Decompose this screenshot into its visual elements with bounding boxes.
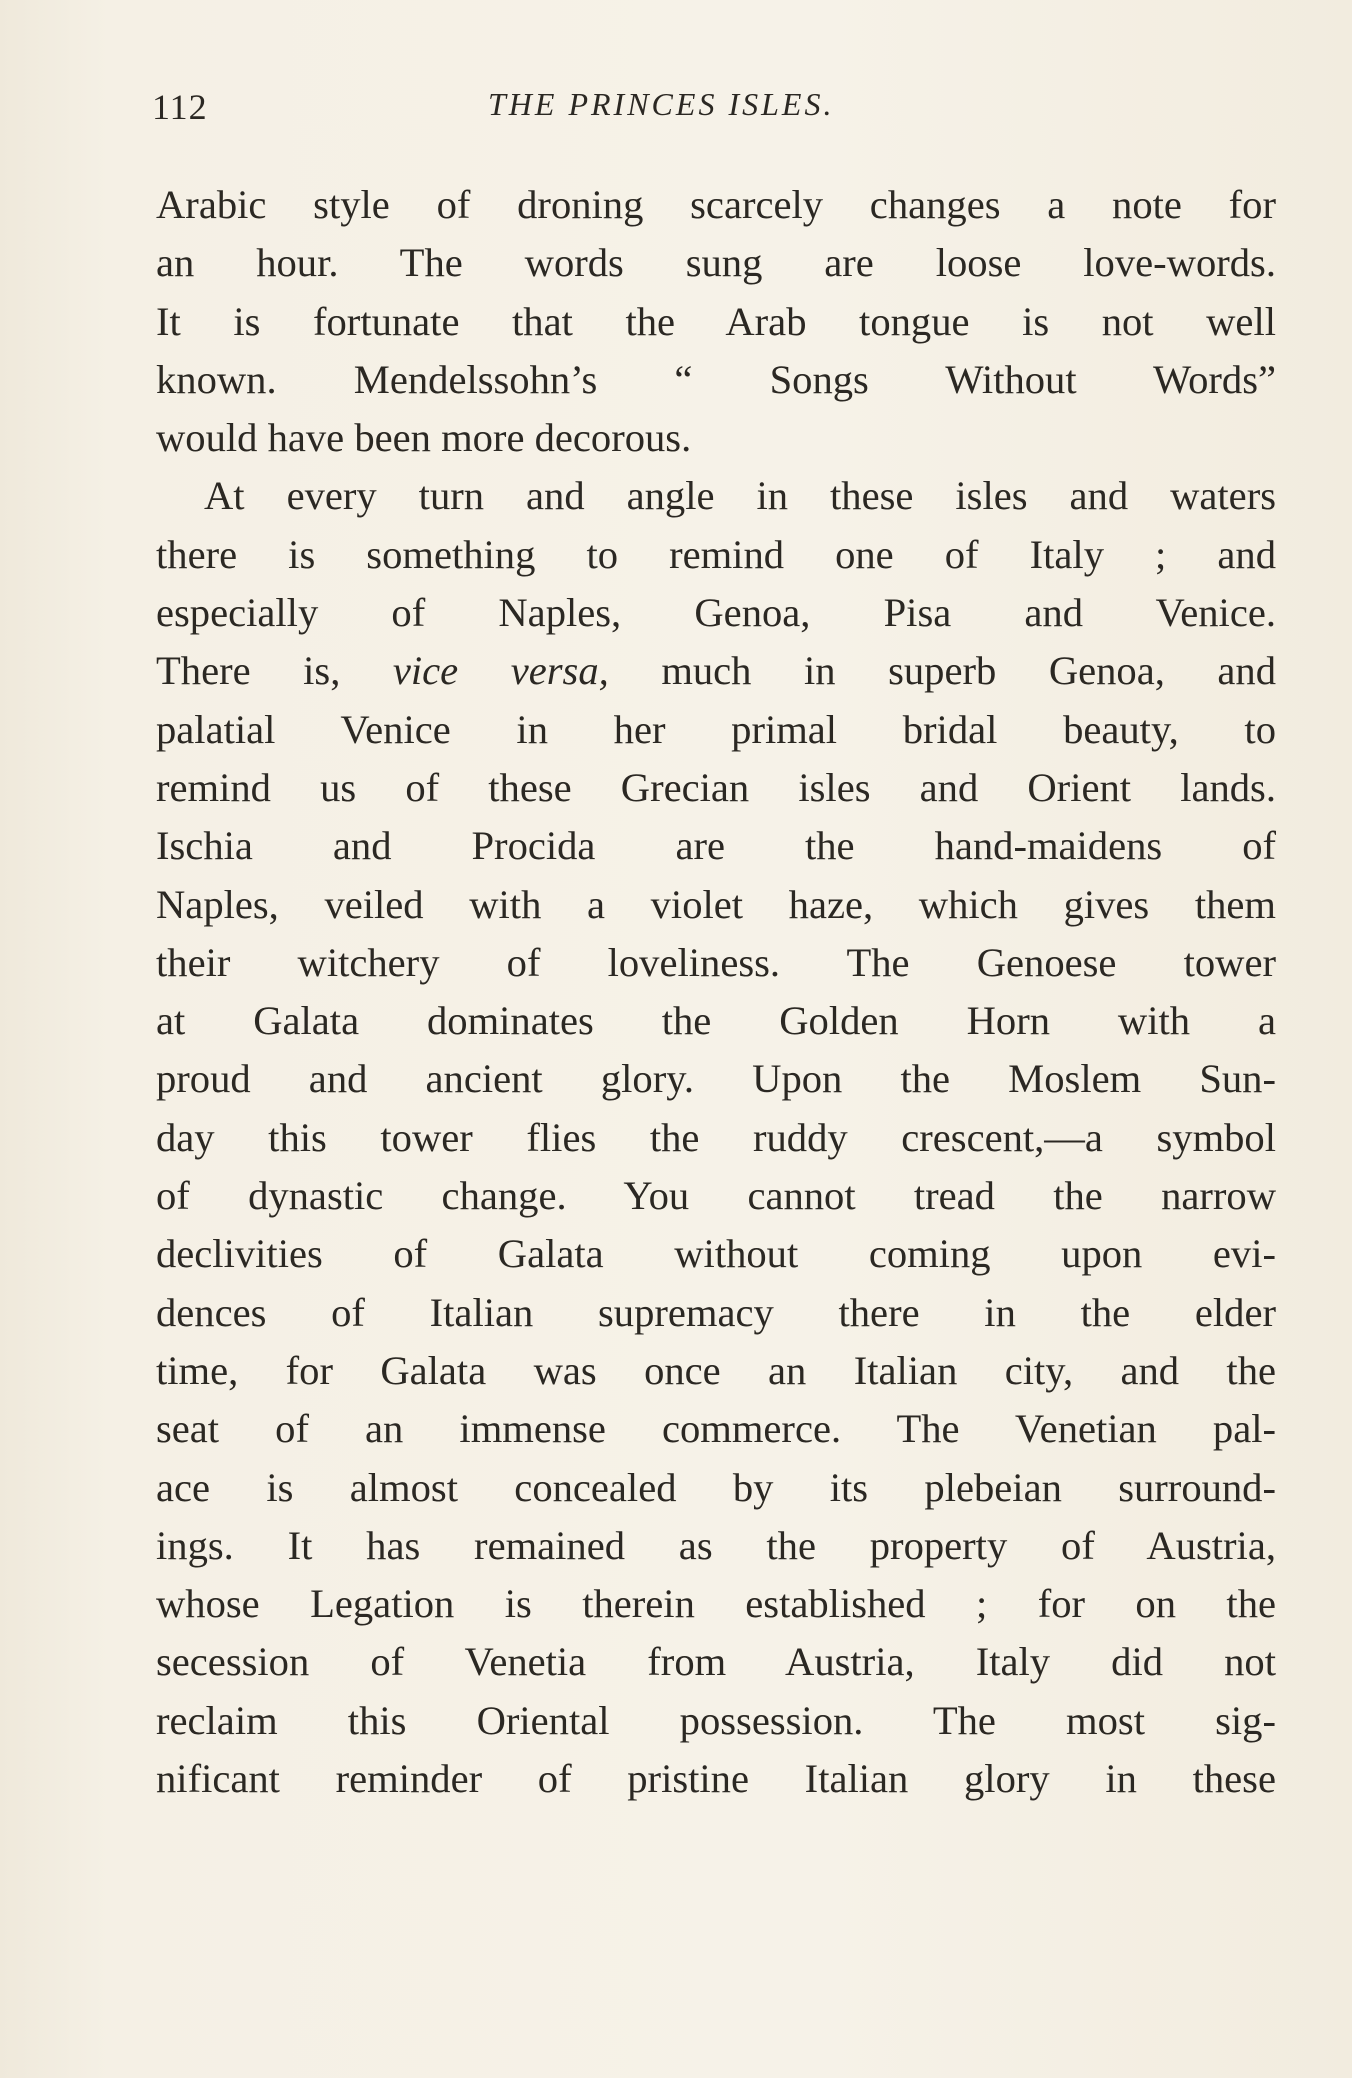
text-line: It is fortunate that the Arab tongue is not well xyxy=(156,298,1276,344)
text-line: dences of Italian supremacy there in the elder xyxy=(156,1289,1276,1335)
text-line: ings. It has remained as the property of Austria, xyxy=(156,1522,1276,1568)
text-line: At every turn and angle in these isles and waters xyxy=(204,473,1276,519)
body-text xyxy=(156,176,1276,1808)
text-line: ace is almost concealed by its plebeian surround- xyxy=(156,1464,1276,1510)
page-number: 112 xyxy=(152,87,208,127)
text-line: reclaim this Oriental possession. The most sig- xyxy=(156,1697,1276,1743)
text-line: whose Legation is therein established ; for on the xyxy=(156,1581,1276,1627)
text-line: especially of Naples, Genoa, Pisa and Venice. xyxy=(156,590,1276,636)
text-segment: much in superb Genoa, and xyxy=(608,648,1276,694)
text-line: proud and ancient glory. Upon the Moslem Sun- xyxy=(156,1056,1276,1102)
text-line: time, for Galata was once an Italian city, and the xyxy=(156,1347,1276,1393)
running-head xyxy=(152,86,1280,136)
text-line: an hour. The words sung are loose love-words. xyxy=(156,240,1276,286)
text-line: Naples, veiled with a violet haze, which gives them xyxy=(156,881,1276,927)
text-line: of dynastic change. You cannot tread the narrow xyxy=(156,1173,1276,1219)
text-line: Arabic style of droning scarcely changes a note for xyxy=(156,182,1276,227)
text-line: would have been more decorous. xyxy=(156,415,692,461)
italic-phrase: vice versa, xyxy=(392,648,609,694)
text-line: day this tower flies the ruddy crescent,—a symbol xyxy=(156,1114,1276,1160)
text-line: at Galata dominates the Golden Horn with a xyxy=(156,998,1276,1044)
text-line: nificant reminder of pristine Italian glory in these xyxy=(156,1756,1276,1802)
text-line: declivities of Galata without coming upon evi- xyxy=(156,1231,1276,1277)
running-title: THE PRINCES ISLES. xyxy=(488,86,835,122)
text-segment: There is, xyxy=(156,648,393,694)
text-line: their witchery of loveliness. The Genoese tower xyxy=(156,939,1276,985)
text-line: known. Mendelssohn’s “ Songs Without Words” xyxy=(156,356,1276,402)
text-line: secession of Venetia from Austria, Italy did not xyxy=(156,1639,1276,1685)
text-line-with-italic xyxy=(156,642,1276,700)
text-line: palatial Venice in her primal bridal beauty, to xyxy=(156,706,1276,752)
text-line: remind us of these Grecian isles and Orient lands. xyxy=(156,764,1276,810)
text-line: there is something to remind one of Italy ; and xyxy=(156,531,1276,577)
text-line: Ischia and Procida are the hand-maidens of xyxy=(156,823,1276,869)
text-line: seat of an immense commerce. The Venetian pal- xyxy=(156,1406,1276,1452)
